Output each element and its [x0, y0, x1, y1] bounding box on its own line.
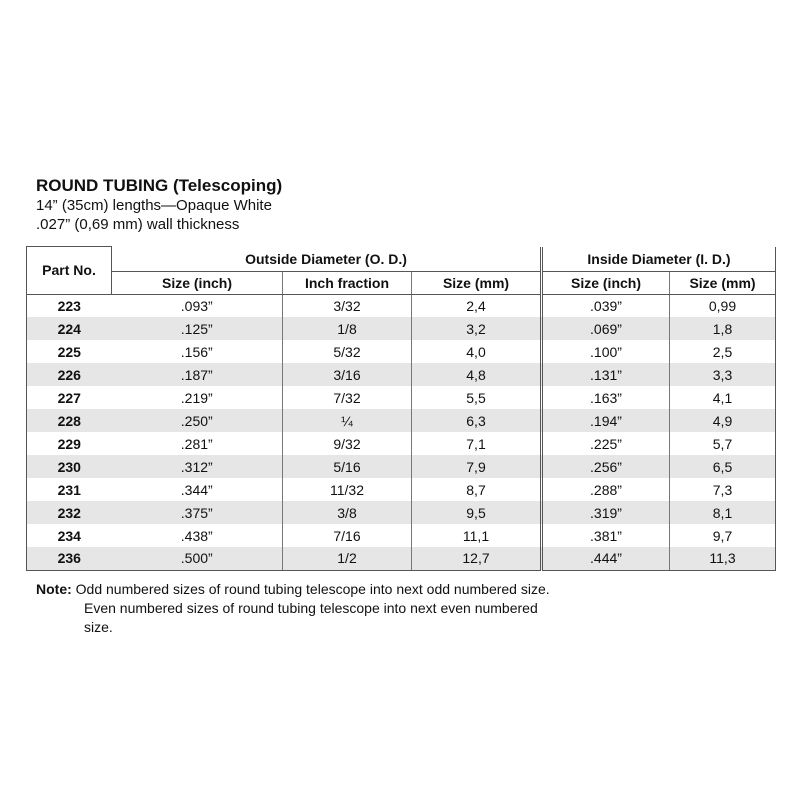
od-size-inch-header: Size (inch)	[112, 271, 283, 294]
od-inch-fraction-cell: 1/2	[283, 547, 412, 570]
length-spec: 14” (35cm) lengths—Opaque White	[36, 197, 272, 214]
od-size-mm-cell: 12,7	[412, 547, 542, 570]
table-row	[27, 363, 776, 386]
table-row	[27, 294, 776, 317]
id-size-mm-cell: 3,3	[670, 363, 776, 386]
id-size-inch-cell: .100”	[542, 340, 670, 363]
table-row	[27, 317, 776, 340]
od-inch-fraction-cell: ¼	[283, 409, 412, 432]
od-size-mm-cell: 7,1	[412, 432, 542, 455]
od-size-mm-cell: 6,3	[412, 409, 542, 432]
od-inch-fraction-header: Inch fraction	[283, 271, 412, 294]
od-size-inch-cell: .156”	[180, 343, 213, 360]
od-size-mm-header: Size (mm)	[412, 271, 542, 294]
document-title: ROUND TUBING (Telescoping)	[36, 176, 283, 195]
part-number-cell: 224	[27, 317, 112, 340]
table-row	[27, 409, 776, 432]
od-inch-fraction-cell: 7/32	[283, 386, 412, 409]
id-size-mm-cell: 11,3	[670, 547, 776, 570]
od-size-inch-cell: .312”	[112, 455, 283, 478]
part-number-cell: 223	[27, 294, 112, 317]
part-number-cell: 232	[27, 501, 112, 524]
table-row	[27, 386, 776, 409]
note-label: Note:	[36, 581, 72, 597]
id-size-inch-cell: .444”	[542, 547, 670, 570]
od-size-inch-cell: .093”	[180, 297, 213, 314]
id-size-inch-cell: .319”	[542, 501, 670, 524]
od-size-inch-cell: .125”	[112, 317, 283, 340]
od-size-mm-cell: 2,4	[412, 294, 542, 317]
od-size-mm-cell: 4,0	[412, 340, 542, 363]
part-number-cell: 226	[27, 363, 112, 386]
table-row	[27, 340, 776, 363]
id-size-mm-cell: 9,7	[670, 524, 776, 547]
od-size-mm-cell: 3,2	[412, 317, 542, 340]
table-row	[27, 455, 776, 478]
part-number-cell: 229	[27, 432, 112, 455]
inside-diameter-header: Inside Diameter (I. D.)	[542, 247, 776, 272]
od-size-mm-cell: 7,9	[412, 455, 542, 478]
part-number-cell: 231	[27, 478, 112, 501]
od-size-mm-cell: 8,7	[412, 478, 542, 501]
table-row	[27, 547, 776, 570]
note	[36, 580, 556, 637]
od-inch-fraction-cell: 9/32	[283, 432, 412, 455]
od-inch-fraction-cell: 5/16	[283, 455, 412, 478]
table-body	[27, 294, 776, 570]
table-row	[27, 524, 776, 547]
id-size-mm-cell: 0,99	[670, 294, 776, 317]
od-size-inch-cell: .281”	[180, 435, 213, 452]
part-number-cell: 225	[27, 340, 112, 363]
part-number-cell: 228	[27, 409, 112, 432]
od-size-mm-cell: 5,5	[412, 386, 542, 409]
id-size-mm-cell: 1,8	[670, 317, 776, 340]
od-size-inch-cell: .375”	[112, 501, 283, 524]
od-size-inch-cell: .438”	[180, 527, 213, 544]
id-size-mm-cell: 8,1	[670, 501, 776, 524]
table-row	[27, 478, 776, 501]
table-row	[27, 501, 776, 524]
id-size-mm-header: Size (mm)	[670, 271, 776, 294]
od-inch-fraction-cell: 7/16	[283, 524, 412, 547]
document-heading	[36, 176, 282, 234]
id-size-inch-cell: .039”	[542, 294, 670, 317]
table-row	[27, 432, 776, 455]
id-size-inch-cell: .225”	[542, 432, 670, 455]
od-size-inch-cell: .219”	[180, 389, 213, 406]
od-inch-fraction-cell: 5/32	[283, 340, 412, 363]
id-size-inch-header: Size (inch)	[542, 271, 670, 294]
id-size-inch-cell: .288”	[542, 478, 670, 501]
od-size-inch-cell: .250”	[112, 409, 283, 432]
tubing-size-table	[26, 246, 776, 571]
od-size-inch-cell: .500”	[112, 547, 283, 570]
id-size-mm-cell: 4,9	[670, 409, 776, 432]
part-number-cell: 230	[27, 455, 112, 478]
id-size-mm-cell: 7,3	[670, 478, 776, 501]
od-size-mm-cell: 9,5	[412, 501, 542, 524]
id-size-inch-cell: .194”	[542, 409, 670, 432]
part-number-cell: 234	[27, 524, 112, 547]
part-number-header: Part No.	[27, 247, 112, 295]
id-size-mm-cell: 6,5	[670, 455, 776, 478]
outside-diameter-header: Outside Diameter (O. D.)	[112, 247, 542, 272]
od-size-mm-cell: 4,8	[412, 363, 542, 386]
od-size-mm-cell: 11,1	[412, 524, 542, 547]
id-size-inch-cell: .381”	[542, 524, 670, 547]
od-inch-fraction-cell: 3/16	[283, 363, 412, 386]
id-size-inch-cell: .131”	[542, 363, 670, 386]
od-size-inch-cell: .344”	[180, 481, 213, 498]
od-inch-fraction-cell: 1/8	[283, 317, 412, 340]
part-number-cell: 236	[27, 547, 112, 570]
od-inch-fraction-cell: 3/32	[283, 294, 412, 317]
id-size-inch-cell: .256”	[542, 455, 670, 478]
id-size-inch-cell: .069”	[542, 317, 670, 340]
part-number-cell: 227	[27, 386, 112, 409]
id-size-mm-cell: 2,5	[670, 340, 776, 363]
id-size-mm-cell: 4,1	[670, 386, 776, 409]
wall-thickness-spec: .027” (0,69 mm) wall thickness	[36, 216, 240, 233]
note-paragraph	[36, 580, 556, 637]
od-inch-fraction-cell: 3/8	[283, 501, 412, 524]
id-size-inch-cell: .163”	[542, 386, 670, 409]
od-inch-fraction-cell: 11/32	[283, 478, 412, 501]
note-text: Odd numbered sizes of round tubing telescope into next odd numbered size. Even numbered sizes of round tubing telescope into next even numbered size.	[75, 581, 550, 635]
od-size-inch-cell: .187”	[112, 363, 283, 386]
id-size-mm-cell: 5,7	[670, 432, 776, 455]
